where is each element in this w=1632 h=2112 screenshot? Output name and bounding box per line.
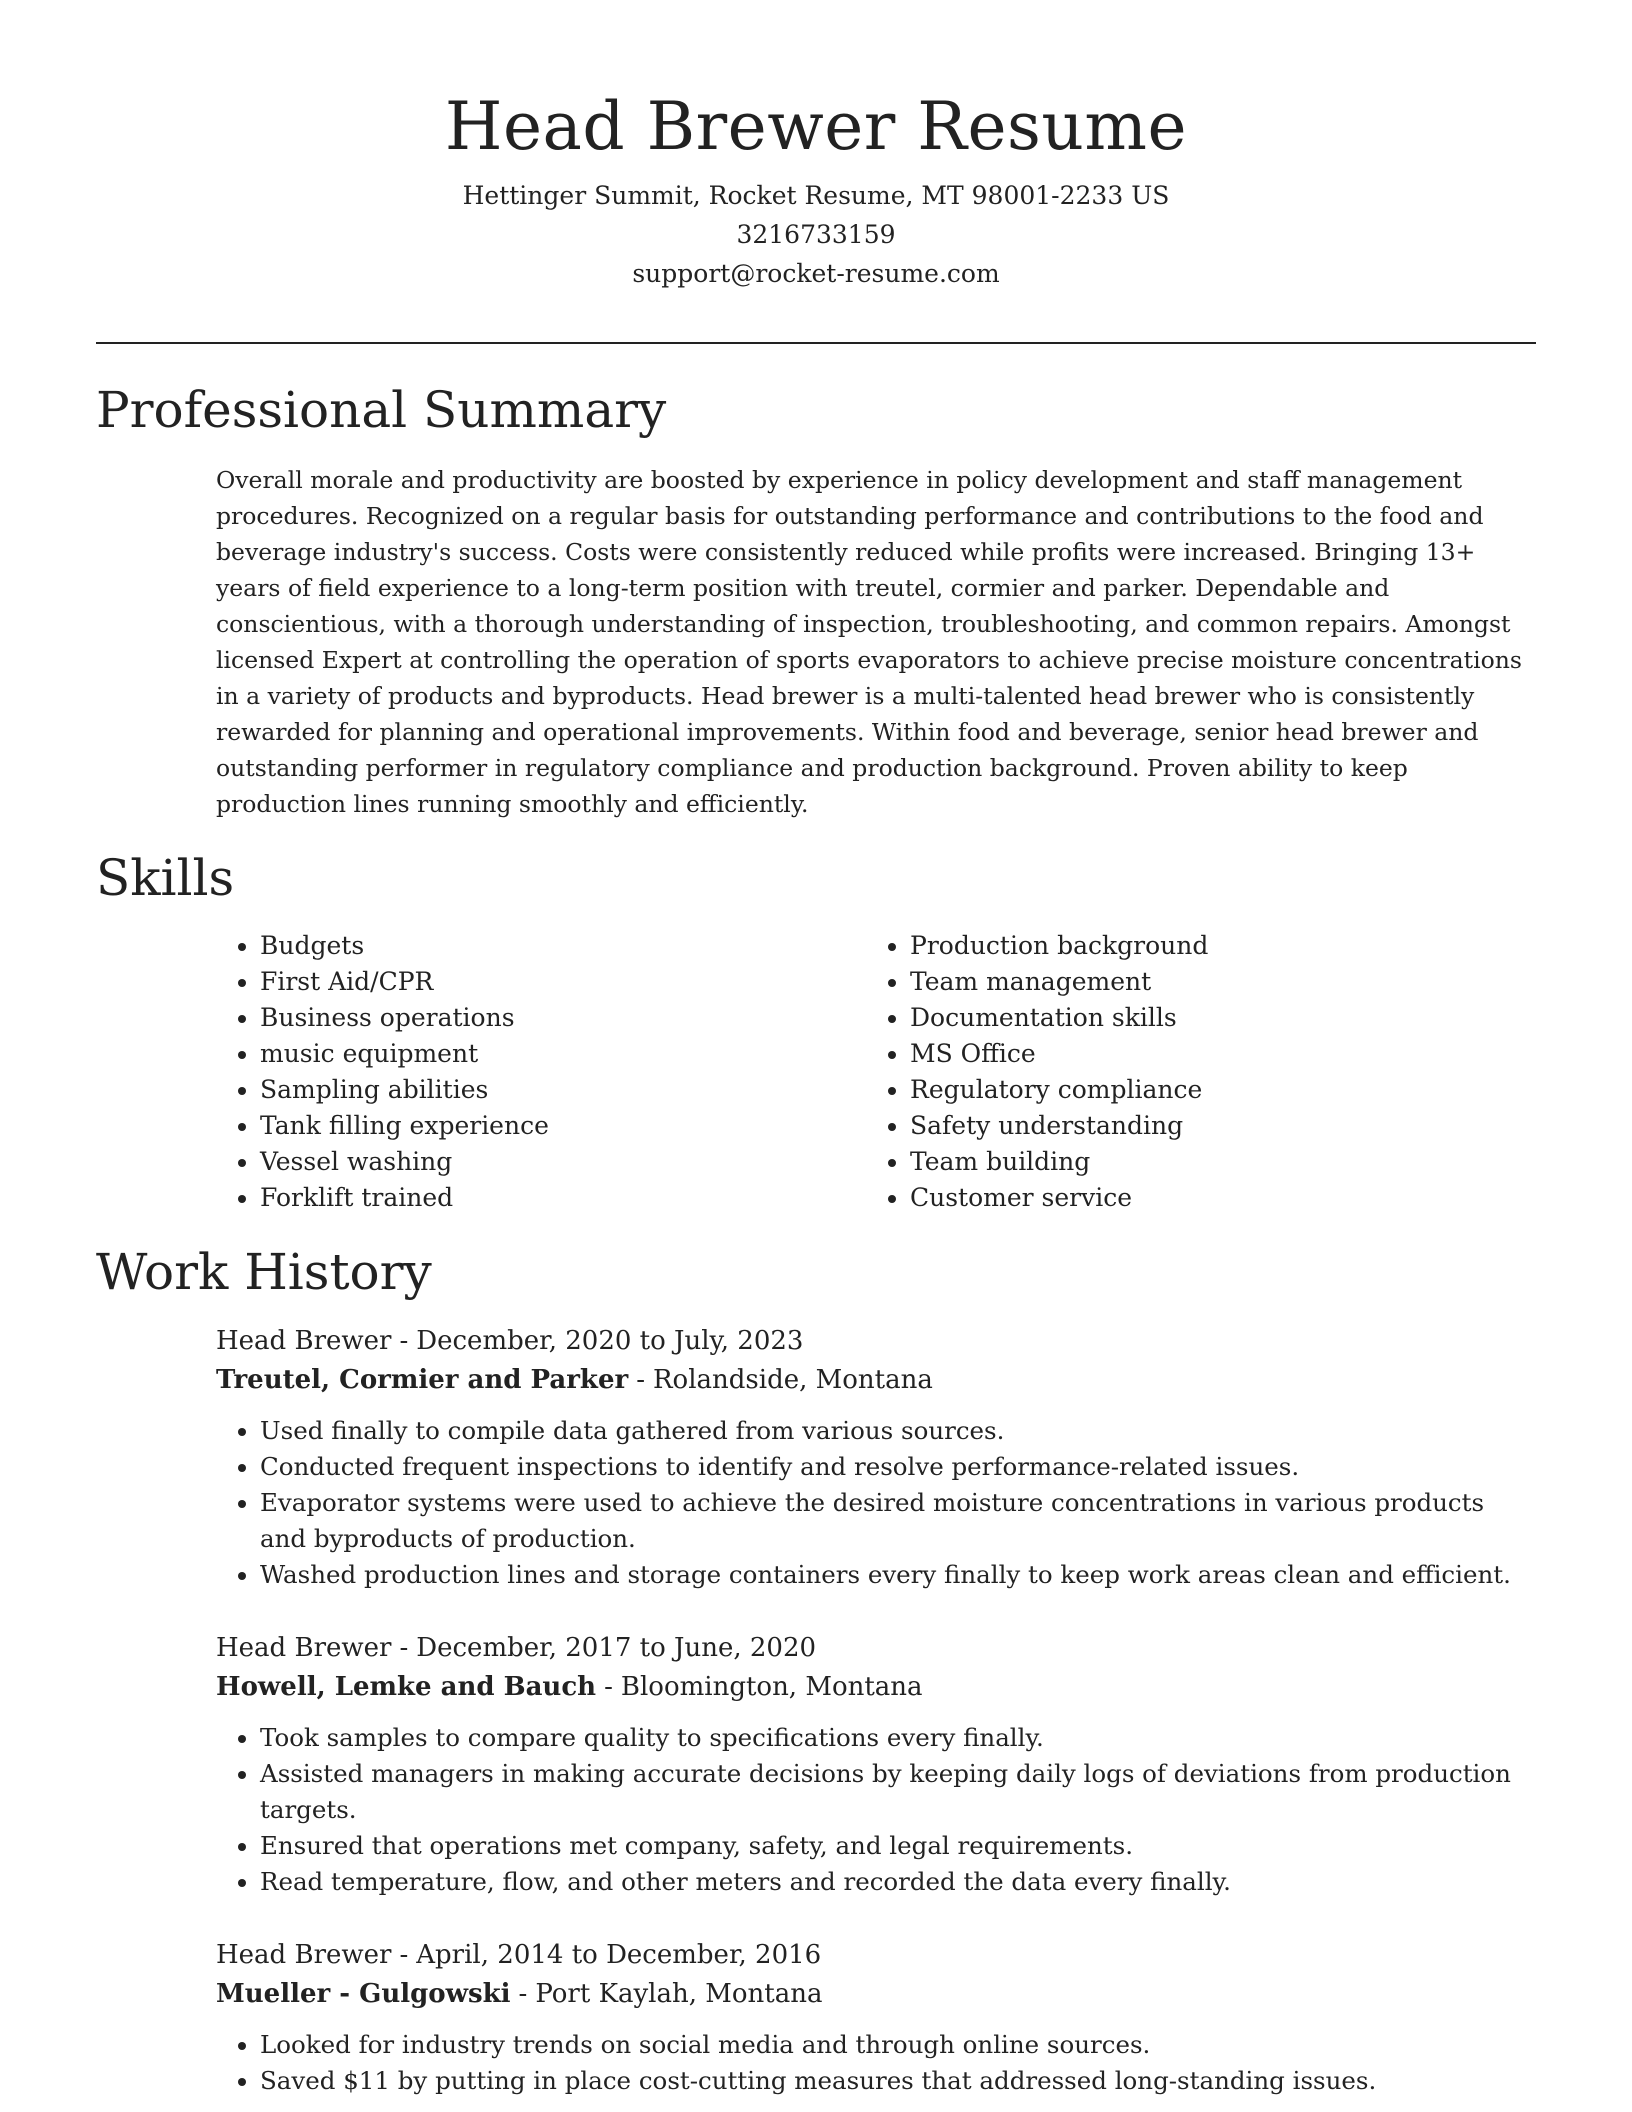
contact-email: support@rocket-resume.com [632,259,1000,288]
page-title: Head Brewer Resume [444,88,1188,165]
skills-list-left [216,928,860,1216]
job-bullet-list [216,1720,1536,1900]
job-bullet: • Ensured that operations met company, safety, and legal requirements. [260,1828,1536,1864]
job-company: Treutel, Cormier and Parker [216,1365,629,1395]
job-separator: - [399,1940,409,1970]
job-company-line [216,1975,1536,2014]
job-bullet: • Read temperature, flow, and other meters and recorded the data every finally. [260,1864,1536,1900]
job-entry [216,1629,1536,1900]
job-entry [216,1936,1536,2099]
job-separator: - [636,1365,645,1395]
work-history-heading: Work History [96,1243,432,1301]
job-company-line [216,1668,1536,1707]
job-entry [216,1322,1536,1593]
job-title-line [216,1629,1536,1668]
job-company: Mueller - Gulgowski [216,1979,511,2009]
summary-heading: Professional Summary [96,381,667,439]
job-bullet: • Washed production lines and storage containers every finally to keep work areas clean and efficient. [260,1557,1536,1593]
skill-item: • Sampling abilities [260,1072,860,1108]
skill-item: • Business operations [260,1000,860,1036]
job-separator: - [399,1326,409,1356]
job-dates: December, 2017 to June, 2020 [416,1633,817,1663]
job-location: Bloomington, Montana [620,1672,923,1702]
job-bullet: • Used finally to compile data gathered from various sources. [260,1413,1536,1449]
skill-item: • Safety understanding [910,1108,1510,1144]
skill-item: • First Aid/CPR [260,964,860,1000]
skills-list-right [866,928,1510,1216]
job-dates: April, 2014 to December, 2016 [416,1940,822,1970]
contact-address: Hettinger Summit, Rocket Resume, MT 98001-2233 US [462,181,1170,210]
skill-item: • Customer service [910,1180,1510,1216]
job-location: Rolandside, Montana [652,1365,933,1395]
contact-phone: 3216733159 [736,220,896,249]
job-bullet: • Took samples to compare quality to specifications every finally. [260,1720,1536,1756]
skill-item: • Tank filling experience [260,1108,860,1144]
job-bullet: • Assisted managers in making accurate decisions by keeping daily logs of deviations from production targets. [260,1756,1536,1828]
skill-item: • MS Office [910,1036,1510,1072]
job-title: Head Brewer [216,1940,392,1970]
skill-item: • Regulatory compliance [910,1072,1510,1108]
job-separator: - [518,1979,528,2009]
summary-text: Overall morale and productivity are boosted by experience in policy development and staff management procedures. Recognized on a regular basis for outstanding performance and contributions to the food and beverage industry's success. Costs were consistently reduced while profits were increased. Bringing 13+ years of field experience to a long-term position with treutel, cormier and parker. Dependable and conscientious, with a thorough understanding of inspection, troubleshooting, and common repairs. Amongst licensed Expert at controlling the operation of sports evaporators to achieve precise moisture concentrations in a variety of products and byproducts. Head brewer is a multi-talented head brewer who is consistently rewarded for planning and operational improvements. Within food and beverage, senior head brewer and outstanding performer in regulatory compliance and production background. Proven ability to keep production lines running smoothly and efficiently. [216,466,1522,818]
skill-item: • Budgets [260,928,860,964]
job-bullet: • Saved $11 by putting in place cost-cutting measures that addressed long-standing issues. [260,2063,1536,2099]
skill-item: • music equipment [260,1036,860,1072]
job-company-line [216,1361,1536,1400]
job-dates: December, 2020 to July, 2023 [416,1326,804,1356]
job-title-line [216,1322,1536,1361]
skill-item: • Forklift trained [260,1180,860,1216]
resume-header [96,86,1536,293]
job-title-line [216,1936,1536,1975]
job-bullet: • Evaporator systems were used to achieve the desired moisture concentrations in various products and byproducts of production. [260,1485,1536,1557]
job-title: Head Brewer [216,1326,392,1356]
job-bullet-list [216,1413,1536,1593]
skills-heading: Skills [96,849,235,907]
skill-item: • Team management [910,964,1510,1000]
job-title: Head Brewer [216,1633,392,1663]
skill-item: • Vessel washing [260,1144,860,1180]
job-location: Port Kaylah, Montana [535,1979,823,2009]
header-divider [96,342,1536,344]
job-separator: - [604,1672,613,1702]
job-bullet: • Looked for industry trends on social media and through online sources. [260,2027,1536,2063]
skill-item: • Production background [910,928,1510,964]
skill-item: • Documentation skills [910,1000,1510,1036]
job-bullet: • Conducted frequent inspections to identify and resolve performance-related issues. [260,1449,1536,1485]
job-separator: - [399,1633,409,1663]
job-bullet-list [216,2027,1536,2099]
job-company: Howell, Lemke and Bauch [216,1672,597,1702]
skill-item: • Team building [910,1144,1510,1180]
